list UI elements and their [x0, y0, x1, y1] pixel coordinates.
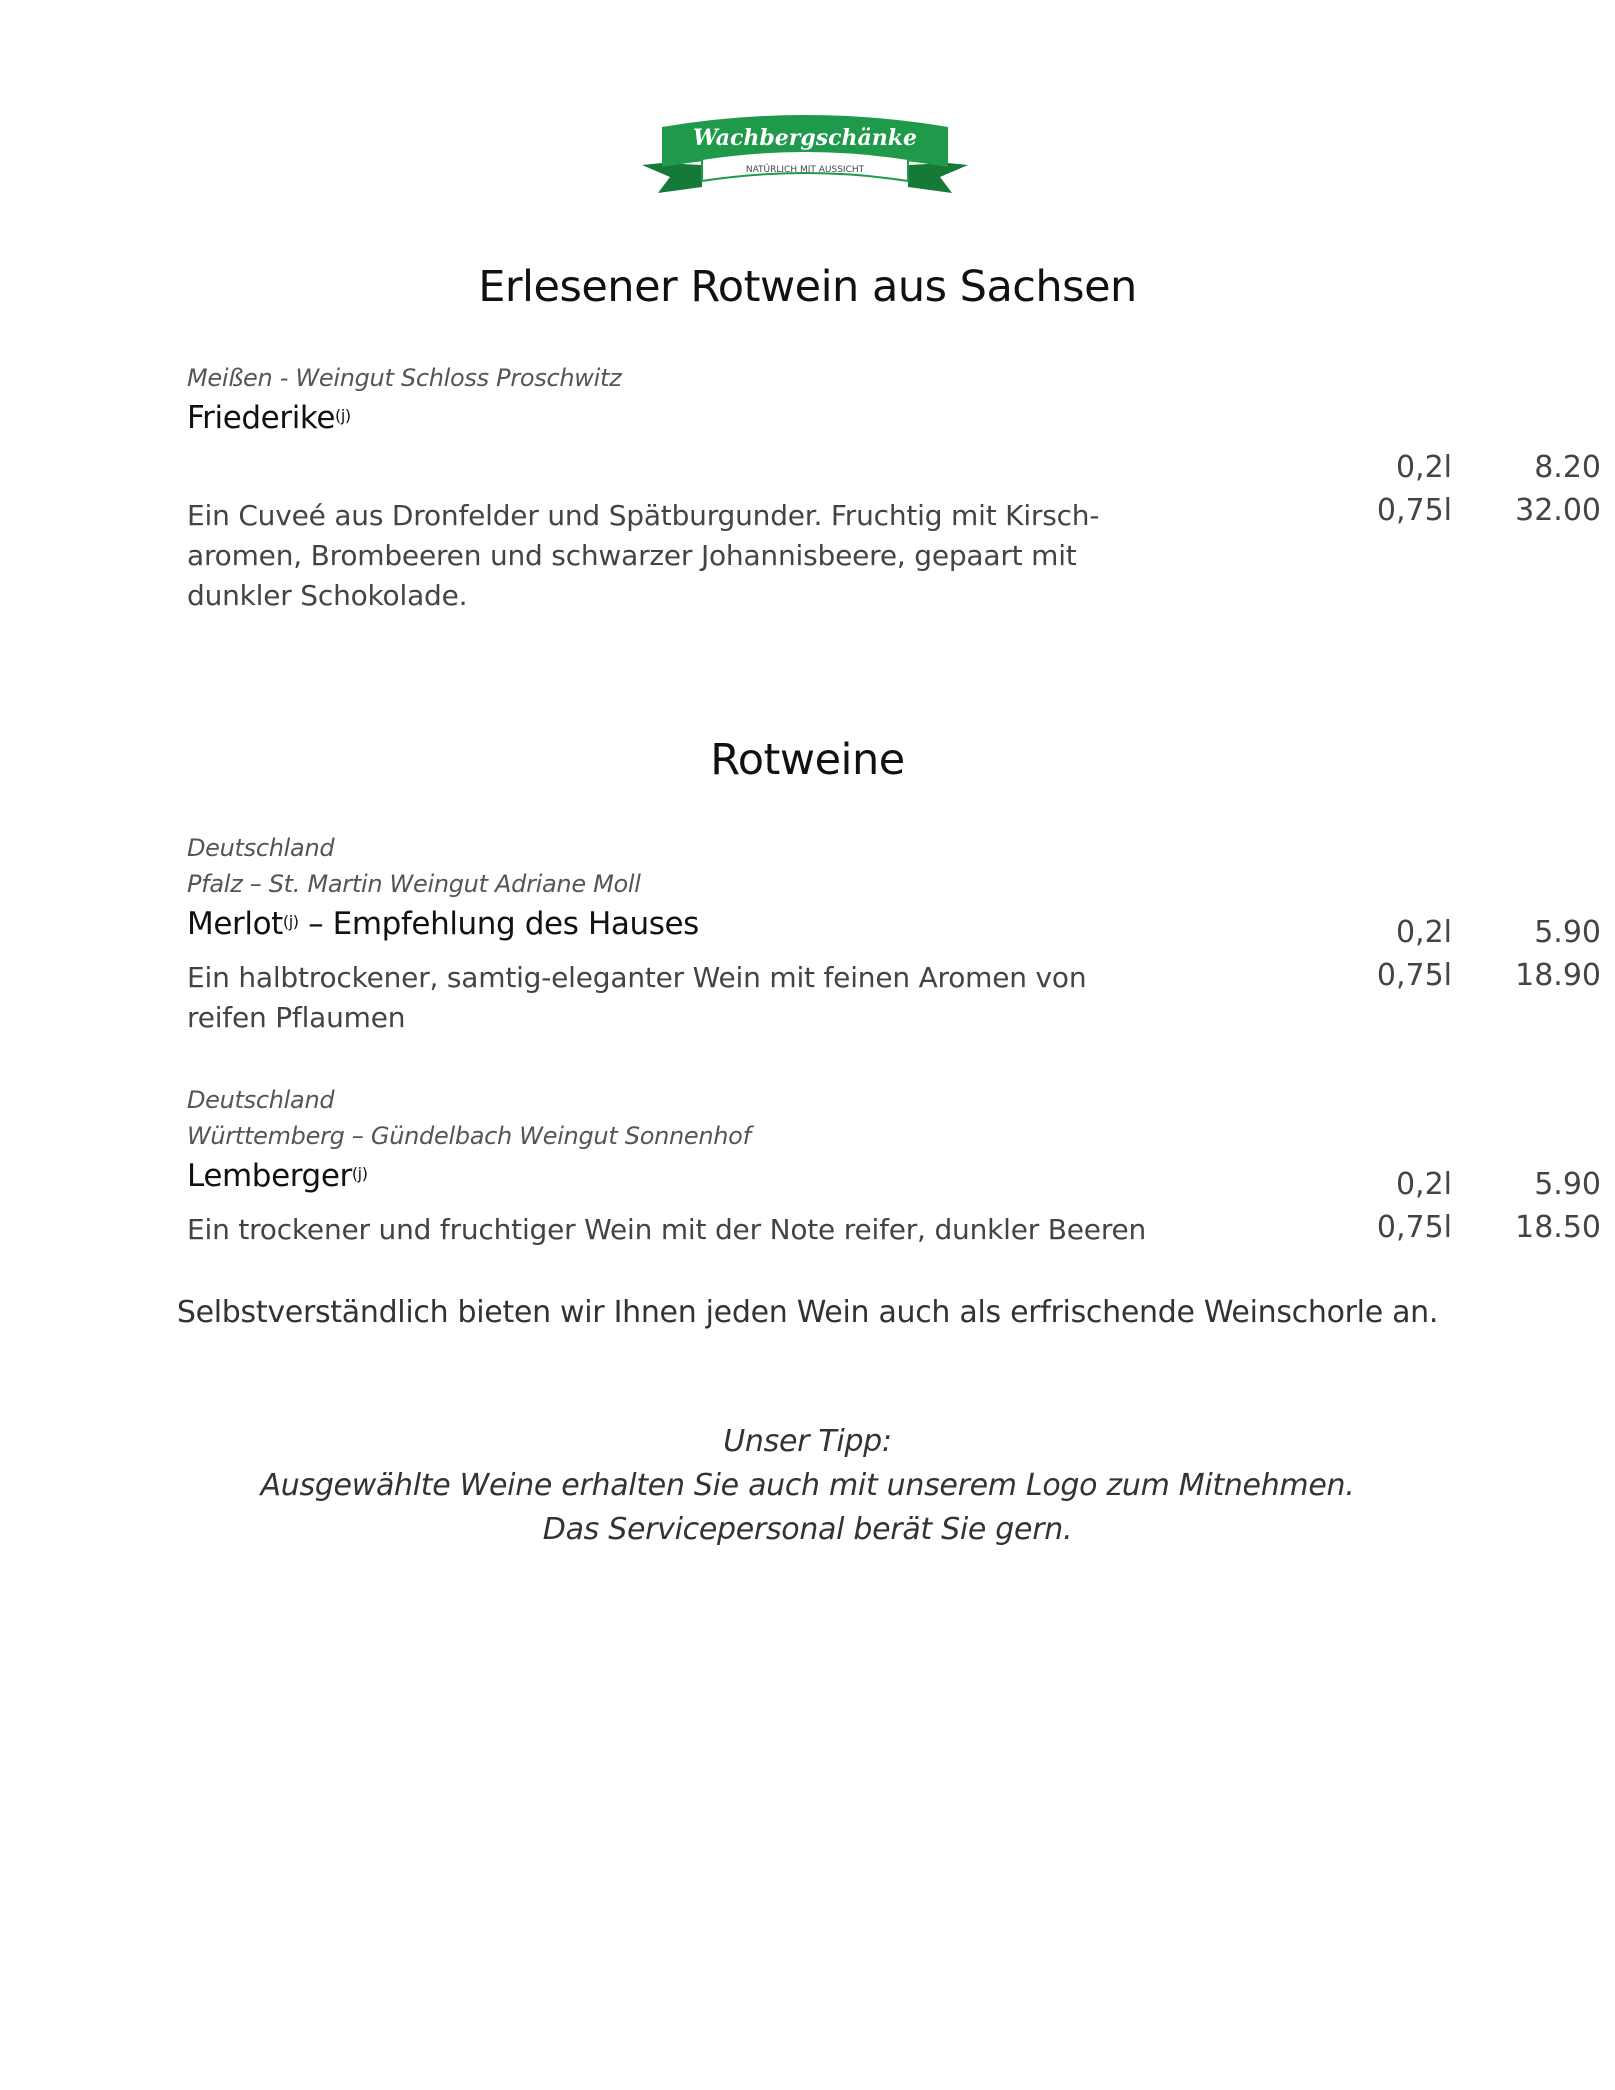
volume: 0,2l — [1395, 450, 1452, 485]
allergen-marker: (j) — [335, 406, 351, 425]
price: 18.50 — [1515, 1210, 1601, 1245]
wine-name — [187, 396, 1427, 440]
price-table — [1207, 915, 1607, 1001]
wine-item-friederike — [187, 360, 1601, 616]
price: 5.90 — [1534, 1167, 1601, 1202]
wine-origin-region: Pfalz – St. Martin Weingut Adriane Moll — [187, 870, 641, 898]
wine-origin: Meißen - Weingut Schloss Proschwitz — [187, 364, 622, 392]
price-row — [1207, 450, 1607, 493]
allergen-marker: (j) — [351, 1164, 368, 1183]
volume: 0,75l — [1376, 493, 1452, 528]
wine-origin-region: Württemberg – Gündelbach Weingut Sonnenhof — [187, 1122, 751, 1150]
wine-name-suffix: – Empfehlung des Hauses — [298, 906, 699, 942]
section-title-red-wines: Rotweine — [710, 735, 905, 785]
section-title-red-wine-saxony: Erlesener Rotwein aus Sachsen — [478, 262, 1137, 312]
tip-line: Ausgewählte Weine erhalten Sie auch mit unserem Logo zum Mitnehmen. — [260, 1468, 1355, 1503]
wine-origin-country: Deutschland — [187, 834, 335, 862]
tip-line: Das Servicepersonal berät Sie gern. — [542, 1512, 1073, 1547]
price: 5.90 — [1534, 915, 1601, 950]
wine-item-lemberger — [187, 1082, 1601, 1250]
price-row — [1207, 1167, 1607, 1210]
price: 18.90 — [1515, 958, 1601, 993]
price: 32.00 — [1515, 493, 1601, 528]
tip-box — [0, 1420, 1615, 1552]
wine-description: Ein trockener und fruchtiger Wein mit der Note reifer, dunkler Beeren — [187, 1213, 1147, 1246]
logo-tagline: NATÜRLICH MIT AUSSICHT — [745, 165, 865, 175]
wine-origin-country: Deutschland — [187, 1086, 335, 1114]
volume: 0,75l — [1376, 1210, 1452, 1245]
price-table — [1207, 450, 1607, 536]
tip-title: Unser Tipp: — [723, 1424, 892, 1459]
price: 8.20 — [1534, 450, 1601, 485]
price-row — [1207, 958, 1607, 1001]
wine-item-merlot — [187, 830, 1601, 1038]
wine-name-text: Lemberger — [187, 1158, 352, 1194]
volume: 0,2l — [1395, 1167, 1452, 1202]
price-row — [1207, 1210, 1607, 1253]
price-table — [1207, 1167, 1607, 1253]
wine-name-text: Merlot — [187, 906, 283, 942]
logo-name: Wachbergschänke — [692, 125, 918, 151]
wine-name-text: Friederike — [187, 400, 336, 436]
price-row — [1207, 915, 1607, 958]
allergen-marker: (j) — [282, 912, 299, 931]
price-row — [1207, 493, 1607, 536]
wine-description: Ein Cuveé aus Dronfelder und Spätburgunder. Fruchtig mit Kirsch-aromen, Brombeeren und schwarzer Johannisbeere, gepaart mit dunkler Schokolade. — [187, 499, 1100, 612]
spritzer-note: Selbstverständlich bieten wir Ihnen jeden Wein auch als erfrischende Weinschorle an. — [176, 1295, 1439, 1330]
volume: 0,75l — [1376, 958, 1452, 993]
wachbergschaenke-logo — [640, 105, 970, 205]
wine-description: Ein halbtrockener, samtig-eleganter Wein mit feinen Aromen von reifen Pflaumen — [187, 961, 1087, 1034]
volume: 0,2l — [1395, 915, 1452, 950]
